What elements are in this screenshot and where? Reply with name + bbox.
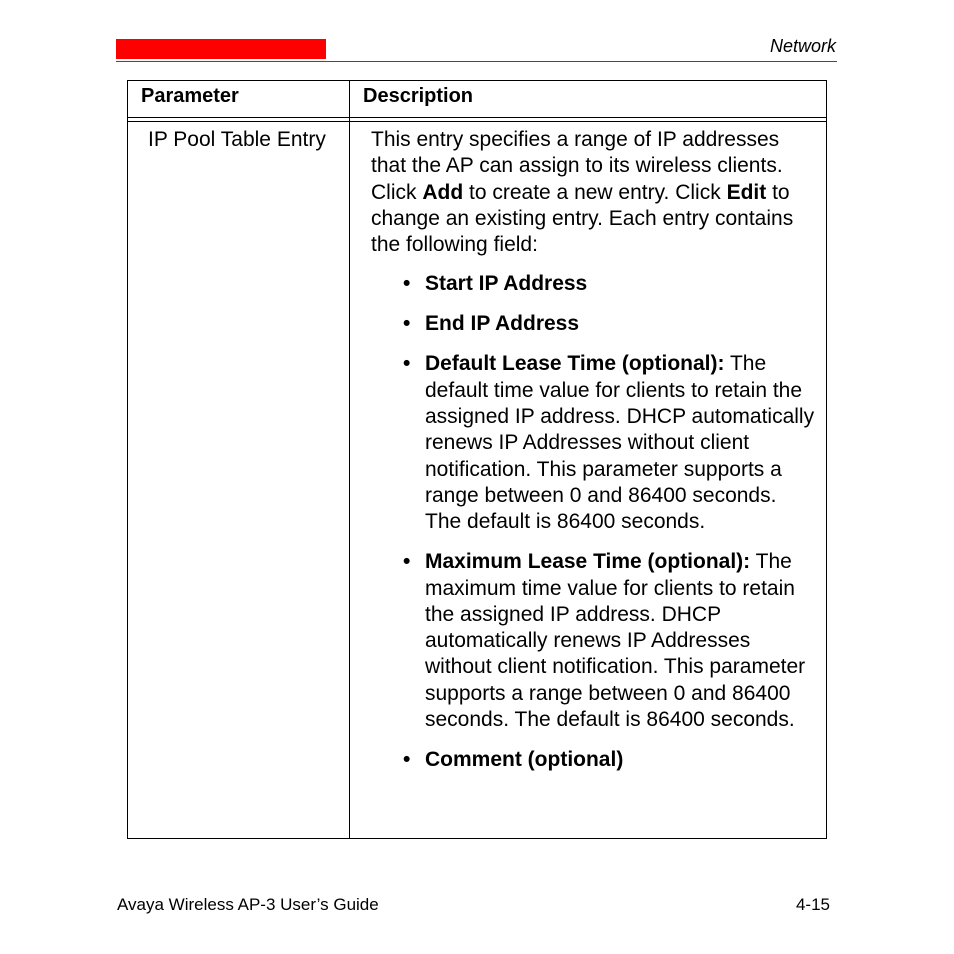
footer-page-number: 4-15 (795, 895, 830, 914)
list-item-default-lease (371, 351, 816, 535)
description-cell (371, 127, 816, 773)
column-divider (349, 81, 350, 838)
list-item-comment (371, 747, 816, 773)
bullet-title: Default Lease Time (optional): (425, 352, 725, 376)
bullet-icon: • (403, 747, 411, 771)
intro-text-2: to create a new entry. Click (463, 180, 727, 204)
bullet-icon: • (403, 312, 411, 336)
header-rule (116, 61, 837, 62)
bullet-text: The default time value for clients to retain the assigned IP address. DHCP automatically renews IP Addresses without client notification. This parameter supports a range between 0 and 86400 seconds. The default is 86400 seconds. (425, 352, 815, 534)
bullet-text: The maximum time value for clients to retain the assigned IP address. DHCP automatically renews IP Addresses without client notification. This parameter supports a range between 0 and 86400 seconds. The default is 86400 seconds. (425, 550, 806, 731)
header-divider-top (128, 117, 826, 118)
header-red-bar (116, 39, 326, 59)
bullet-title: End IP Address (425, 312, 580, 336)
section-title: Network (769, 36, 836, 56)
intro-text-3: to change an existing entry. Each entry contains the following field: (371, 180, 794, 257)
list-item-start-ip (371, 271, 816, 297)
edit-keyword: Edit (726, 180, 767, 204)
bullet-title: Maximum Lease Time (optional): (425, 550, 751, 574)
bullet-title: Start IP Address (425, 272, 588, 296)
bullet-icon: • (403, 352, 411, 376)
description-intro (371, 127, 816, 258)
parameter-table (127, 80, 827, 839)
bullet-icon: • (403, 550, 411, 574)
add-keyword: Add (422, 180, 464, 204)
bullet-title: Comment (optional) (425, 747, 624, 771)
column-header-parameter: Parameter (141, 85, 239, 107)
bullet-icon: • (403, 272, 411, 296)
column-header-description: Description (363, 85, 474, 107)
list-item-maximum-lease (371, 549, 816, 733)
list-item-end-ip (371, 311, 816, 337)
footer-guide-title: Avaya Wireless AP-3 User’s Guide (117, 895, 379, 914)
parameter-name: IP Pool Table Entry (148, 128, 326, 151)
header-divider-bottom (128, 121, 826, 122)
intro-text-1: This entry specifies a range of IP addresses that the AP can assign to its wireless clients. Click (371, 128, 783, 204)
